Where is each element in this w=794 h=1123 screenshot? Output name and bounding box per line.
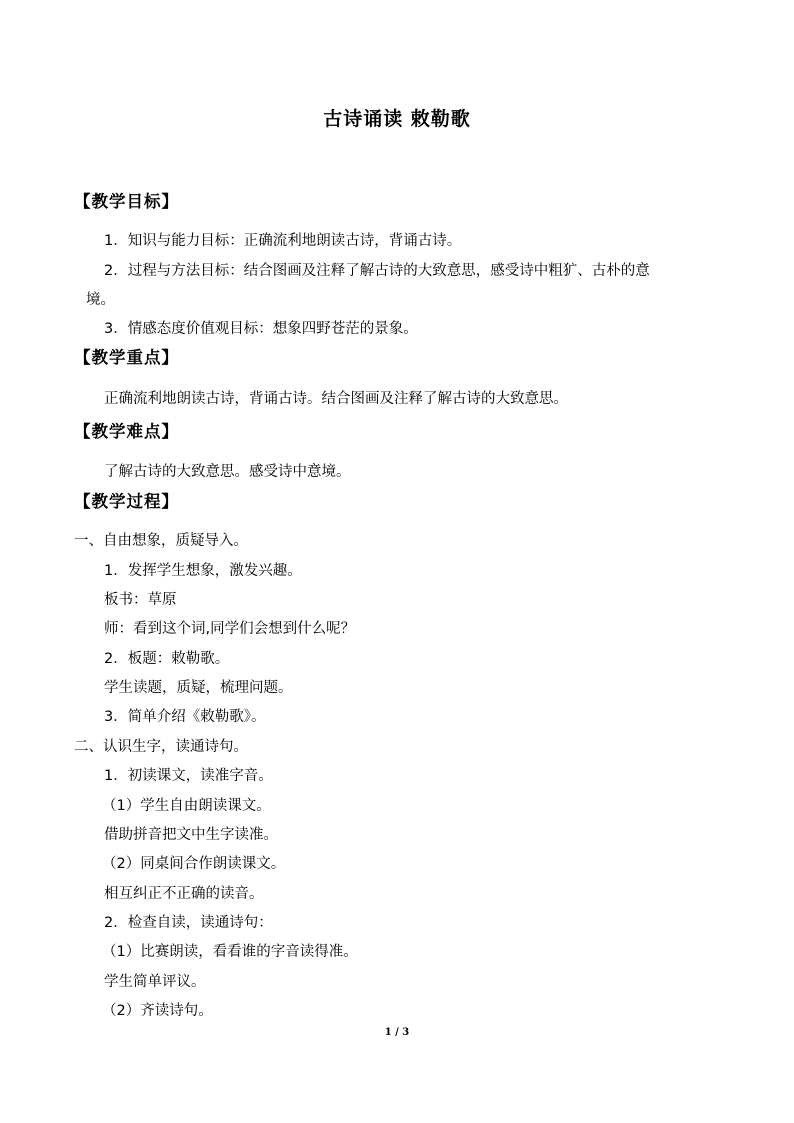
goal-item: 2．过程与方法目标：结合图画及注释了解古诗的大致意思，感受诗中粗犷、古朴的意 bbox=[104, 263, 650, 279]
section-heading-key-points: 【教学重点】 bbox=[74, 348, 179, 367]
section-heading-goals: 【教学目标】 bbox=[74, 192, 179, 211]
goal-item: 1．知识与能力目标：正确流利地朗读古诗，背诵古诗。 bbox=[104, 233, 462, 249]
process-line: （1）比赛朗读，看看谁的字音读得准。 bbox=[102, 944, 358, 960]
process-line: 2．检查自读，读通诗句： bbox=[104, 915, 273, 931]
key-points-text: 正确流利地朗读古诗，背诵古诗。结合图画及注释了解古诗的大致意思。 bbox=[104, 391, 568, 407]
section-heading-difficulties: 【教学难点】 bbox=[74, 422, 179, 441]
process-line: 1．发挥学生想象，激发兴趣。 bbox=[104, 563, 302, 579]
difficulties-text: 了解古诗的大致意思。感受诗中意境。 bbox=[104, 464, 351, 480]
process-line: 1．初读课文，读准字音。 bbox=[104, 768, 273, 784]
goal-item: 3．情感态度价值观目标：想象四野苍茫的景象。 bbox=[104, 321, 418, 337]
section-heading-process: 【教学过程】 bbox=[74, 492, 179, 511]
process-line: （2）同桌间合作朗读课文。 bbox=[102, 856, 286, 872]
document-title: 古诗诵读 敕勒歌 bbox=[323, 108, 471, 130]
process-step-heading: 一、自由想象，质疑导入。 bbox=[74, 533, 248, 549]
process-line: 3．简单介绍《敕勒歌》。 bbox=[104, 709, 266, 725]
process-line: 相互纠正不正确的读音。 bbox=[104, 886, 264, 902]
process-line: 学生简单评议。 bbox=[104, 974, 206, 990]
process-line: 借助拼音把文中生字读准。 bbox=[104, 827, 278, 843]
page-indicator: 1 / 3 bbox=[384, 1027, 410, 1038]
process-line: 板书：草原 bbox=[104, 592, 177, 608]
process-line: 2．板题：敕勒歌。 bbox=[104, 651, 230, 667]
process-line: 师：看到这个词,同学们会想到什么呢？ bbox=[104, 621, 356, 637]
process-line: （1）学生自由朗读课文。 bbox=[102, 798, 271, 814]
process-step-heading: 二、认识生字，读通诗句。 bbox=[74, 739, 248, 755]
process-line: 学生读题，质疑，梳理问题。 bbox=[104, 680, 293, 696]
goal-item: 境。 bbox=[86, 292, 115, 308]
process-line: （2）齐读诗句。 bbox=[102, 1003, 213, 1019]
